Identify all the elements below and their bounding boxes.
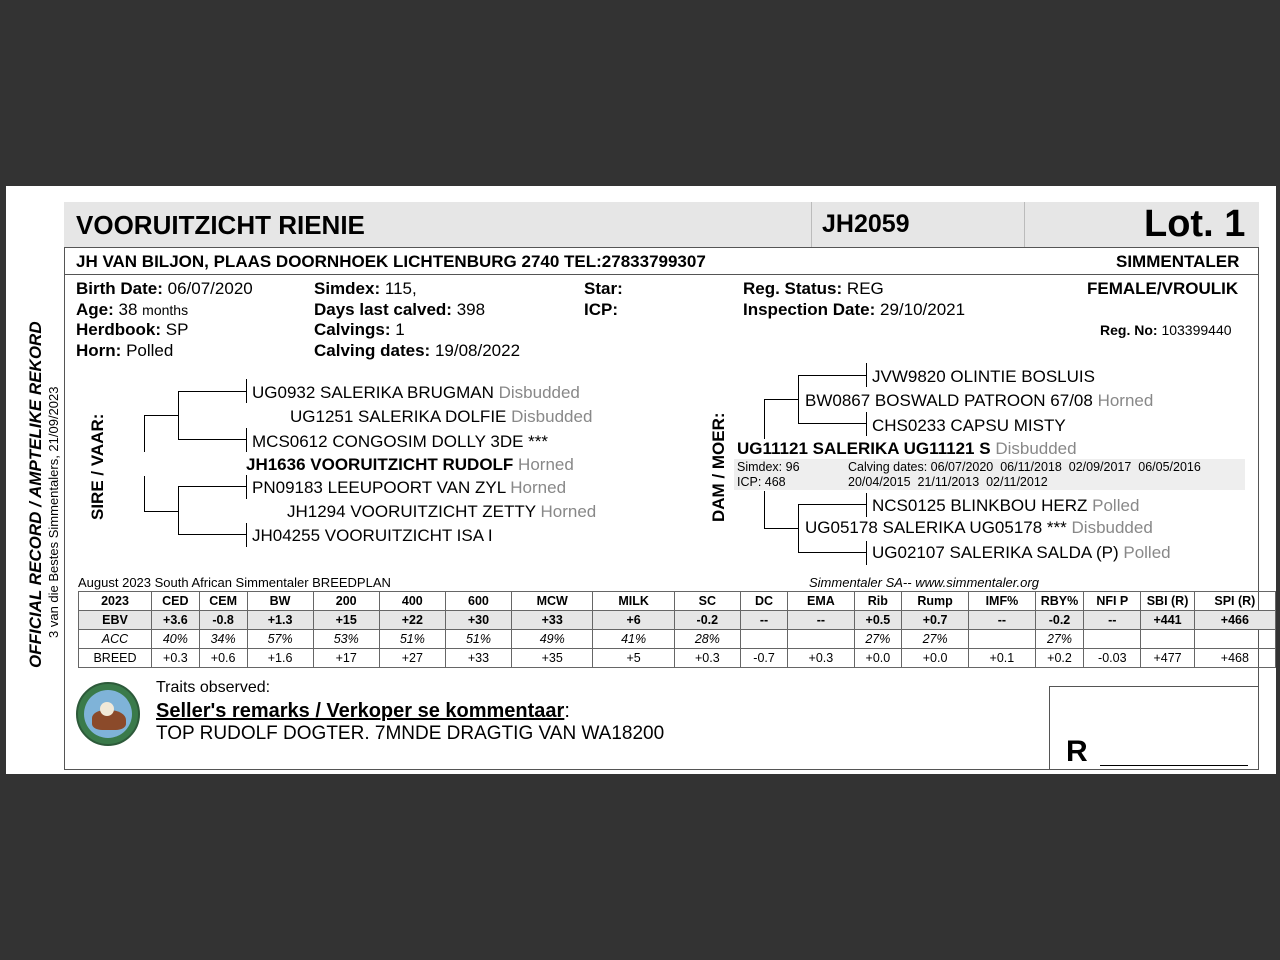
title-bar — [64, 202, 1259, 248]
dam-calving-dates: Calving dates: 06/07/2020 06/11/2018 02/09/2017 06/05/2016 — [848, 460, 1201, 474]
acc-cell-18 — [1194, 630, 1275, 649]
ebv-cell-14: -- — [969, 611, 1036, 630]
sire-horn: Horned — [518, 455, 574, 474]
header-cell-10: DC — [740, 592, 787, 611]
calvings-label: Calvings: — [314, 320, 391, 339]
sale-info: 3 van die Bestes Simmentalers, 21/09/2023 — [46, 386, 61, 638]
ebv-cell-7: +33 — [512, 611, 593, 630]
breed-cell-17: +477 — [1141, 649, 1194, 668]
dam-horn: Disbudded — [995, 439, 1077, 458]
acc-cell-2: 34% — [199, 630, 247, 649]
acc-cell-0: ACC — [79, 630, 152, 649]
ebv-cell-16: -- — [1084, 611, 1141, 630]
inspection-label: Inspection Date: — [743, 300, 876, 319]
age-label: Age: — [76, 300, 114, 319]
sire-dam-horn: Horned — [540, 502, 597, 521]
horn-value: Polled — [126, 341, 174, 360]
ebv-cell-5: +22 — [379, 611, 445, 630]
breed-avg-row — [79, 649, 1276, 668]
owner-bar — [64, 248, 1259, 275]
regno-value: 103399440 — [1161, 322, 1232, 338]
dam-sire-dam: CHS0233 CAPSU MISTY — [872, 416, 1066, 435]
breed-cell-14: +0.1 — [969, 649, 1036, 668]
price-input-line[interactable] — [1100, 765, 1248, 766]
acc-cell-9: 28% — [674, 630, 740, 649]
star-label: Star: — [584, 279, 623, 298]
header-cell-13: Rump — [902, 592, 969, 611]
animal-name: VOORUITZICHT RIENIE — [76, 210, 365, 240]
ebv-cell-9: -0.2 — [674, 611, 740, 630]
owner-address: JH VAN BILJON, PLAAS DOORNHOEK LICHTENBURG 2740 TEL:27833799307 — [76, 252, 706, 271]
acc-cell-3: 57% — [247, 630, 313, 649]
header-cell-12: Rib — [854, 592, 902, 611]
table-header-row — [79, 592, 1276, 611]
dam-sire-sire: JVW9820 OLINTIE BOSLUIS — [872, 367, 1095, 386]
sire-sire: UG1251 SALERIKA DOLFIE — [290, 407, 507, 426]
dam-dam-dam: UG02107 SALERIKA SALDA (P) — [872, 543, 1119, 562]
days-calved-label: Days last calved: — [314, 300, 452, 319]
seller-remarks-colon: : — [564, 700, 570, 722]
sire-label: SIRE / VAAR: — [88, 413, 107, 520]
breed-cell-2: +0.6 — [199, 649, 247, 668]
ebv-cell-4: +15 — [313, 611, 379, 630]
header-cell-16: NFI P — [1084, 592, 1141, 611]
header-cell-9: SC — [674, 592, 740, 611]
sire-sire-horn: Disbudded — [511, 407, 593, 426]
simdex-value: 115, — [384, 279, 417, 298]
breed-cell-16: -0.03 — [1084, 649, 1141, 668]
ebv-cell-17: +441 — [1141, 611, 1194, 630]
breed-cell-9: +0.3 — [674, 649, 740, 668]
herdbook-value: SP — [165, 320, 189, 339]
sex-label: FEMALE/VROULIK — [1087, 279, 1239, 298]
age-value: 38 — [118, 300, 138, 319]
ebv-cell-12: +0.5 — [854, 611, 902, 630]
dam-simdex: Simdex: 96 — [737, 460, 800, 474]
breed-name: SIMMENTALER — [1116, 252, 1240, 271]
calvings-value: 1 — [395, 320, 405, 339]
birth-value: 06/07/2020 — [167, 279, 253, 298]
sire-sire-sire-horn: Disbudded — [498, 383, 580, 402]
herdbook-label: Herdbook: — [76, 320, 161, 339]
reg-status-label: Reg. Status: — [743, 279, 843, 298]
traits-observed: Traits observed: — [156, 679, 271, 696]
animal-id: JH2059 — [822, 210, 910, 238]
breed-cell-10: -0.7 — [740, 649, 787, 668]
regno-label: Reg. No: — [1100, 322, 1158, 338]
acc-cell-1: 40% — [152, 630, 200, 649]
acc-cell-5: 51% — [379, 630, 445, 649]
dam-info-box — [734, 459, 1245, 490]
sire-dam-dam: JH04255 VOORUITZICHT ISA I — [252, 526, 493, 545]
header-cell-0: 2023 — [79, 592, 152, 611]
ebv-cell-3: +1.3 — [247, 611, 313, 630]
ebv-cell-0: EBV — [79, 611, 152, 630]
ebv-cell-11: -- — [788, 611, 854, 630]
breed-cell-11: +0.3 — [788, 649, 854, 668]
days-calved-value: 398 — [456, 300, 486, 319]
dam-name: UG11121 SALERIKA UG11121 S — [737, 439, 991, 458]
header-cell-11: EMA — [788, 592, 854, 611]
ebv-cell-10: -- — [740, 611, 787, 630]
dam-calving-dates-2: 20/04/2015 21/11/2013 02/11/2012 — [848, 475, 1048, 489]
header-cell-2: CEM — [199, 592, 247, 611]
acc-cell-16 — [1084, 630, 1141, 649]
seller-remarks-text: TOP RUDOLF DOGTER. 7MNDE DRAGTIG VAN WA18200 — [156, 723, 665, 744]
sire-name: JH1636 VOORUITZICHT RUDOLF — [246, 455, 514, 474]
acc-row — [79, 630, 1276, 649]
ebv-cell-8: +6 — [593, 611, 674, 630]
breed-cell-3: +1.6 — [247, 649, 313, 668]
header-cell-18: SPI (R) — [1194, 592, 1275, 611]
header-cell-15: RBY% — [1035, 592, 1084, 611]
breed-cell-4: +17 — [313, 649, 379, 668]
birth-label: Birth Date: — [76, 279, 163, 298]
acc-cell-10 — [740, 630, 787, 649]
dam-dam: UG05178 SALERIKA UG05178 *** — [805, 518, 1067, 537]
dam-sire: BW0867 BOSWALD PATROON 67/08 — [805, 391, 1093, 410]
breedplan-website: Simmentaler SA-- www.simmentaler.org — [809, 575, 1039, 590]
acc-cell-11 — [788, 630, 854, 649]
header-cell-7: MCW — [512, 592, 593, 611]
breed-cell-8: +5 — [593, 649, 674, 668]
reg-status-value: REG — [846, 279, 884, 298]
inspection-value: 29/10/2021 — [879, 300, 966, 319]
horn-label: Horn: — [76, 341, 122, 360]
breed-cell-18: +468 — [1194, 649, 1275, 668]
official-record-label: OFFICIAL RECORD / AMPTELIKE REKORD — [26, 321, 45, 668]
dam-icp: ICP: 468 — [737, 475, 786, 489]
lot-number: Lot. 1 — [1144, 203, 1246, 245]
header-cell-3: BW — [247, 592, 313, 611]
header-cell-4: 200 — [313, 592, 379, 611]
sire-sire-dam: MCS0612 CONGOSIM DOLLY 3DE *** — [252, 432, 549, 451]
acc-cell-14 — [969, 630, 1036, 649]
icp-label: ICP: — [584, 300, 618, 319]
breedplan-caption: August 2023 South African Simmentaler BREEDPLAN — [78, 575, 391, 590]
dam-dam-sire-horn: Polled — [1092, 496, 1140, 515]
acc-cell-6: 51% — [445, 630, 511, 649]
dam-dam-dam-horn: Polled — [1123, 543, 1171, 562]
acc-cell-13: 27% — [902, 630, 969, 649]
ebv-cell-2: -0.8 — [199, 611, 247, 630]
seller-remarks-label: Seller's remarks / Verkoper se kommentaar — [156, 700, 565, 722]
header-cell-8: MILK — [593, 592, 674, 611]
header-cell-1: CED — [152, 592, 200, 611]
breed-cell-6: +33 — [445, 649, 511, 668]
ebv-cell-18: +466 — [1194, 611, 1275, 630]
dam-sire-horn: Horned — [1097, 391, 1154, 410]
ebv-row — [79, 611, 1276, 630]
acc-cell-15: 27% — [1035, 630, 1084, 649]
header-cell-5: 400 — [379, 592, 445, 611]
calving-dates-value: 19/08/2022 — [434, 341, 521, 360]
header-cell-14: IMF% — [969, 592, 1036, 611]
breed-cell-15: +0.2 — [1035, 649, 1084, 668]
acc-cell-17 — [1141, 630, 1194, 649]
sire-dam: JH1294 VOORUITZICHT ZETTY — [287, 502, 536, 521]
sire-dam-sire-horn: Horned — [510, 478, 567, 497]
breed-cell-5: +27 — [379, 649, 445, 668]
breed-cell-0: BREED — [79, 649, 152, 668]
ebv-cell-15: -0.2 — [1035, 611, 1084, 630]
breedplan-table — [78, 591, 1276, 668]
lot-card — [6, 186, 1276, 774]
price-r-label: R — [1066, 735, 1088, 768]
breed-cell-13: +0.0 — [902, 649, 969, 668]
breed-cell-7: +35 — [512, 649, 593, 668]
ebv-cell-6: +30 — [445, 611, 511, 630]
sire-dam-sire: PN09183 LEEUPOORT VAN ZYL — [252, 478, 506, 497]
price-box — [1049, 686, 1259, 770]
breed-cell-12: +0.0 — [854, 649, 902, 668]
ebv-cell-13: +0.7 — [902, 611, 969, 630]
acc-cell-12: 27% — [854, 630, 902, 649]
acc-cell-8: 41% — [593, 630, 674, 649]
simmentaler-logo — [76, 682, 140, 746]
dam-dam-sire: NCS0125 BLINKBOU HERZ — [872, 496, 1088, 515]
calving-dates-label: Calving dates: — [314, 341, 431, 360]
dam-label: DAM / MOER: — [709, 412, 728, 522]
acc-cell-4: 53% — [313, 630, 379, 649]
dam-dam-horn: Disbudded — [1071, 518, 1153, 537]
ebv-cell-1: +3.6 — [152, 611, 200, 630]
header-cell-6: 600 — [445, 592, 511, 611]
sire-sire-sire: UG0932 SALERIKA BRUGMAN — [252, 383, 494, 402]
header-cell-17: SBI (R) — [1141, 592, 1194, 611]
simdex-label: Simdex: — [314, 279, 381, 298]
breed-cell-1: +0.3 — [152, 649, 200, 668]
age-unit: months — [142, 302, 189, 318]
acc-cell-7: 49% — [512, 630, 593, 649]
